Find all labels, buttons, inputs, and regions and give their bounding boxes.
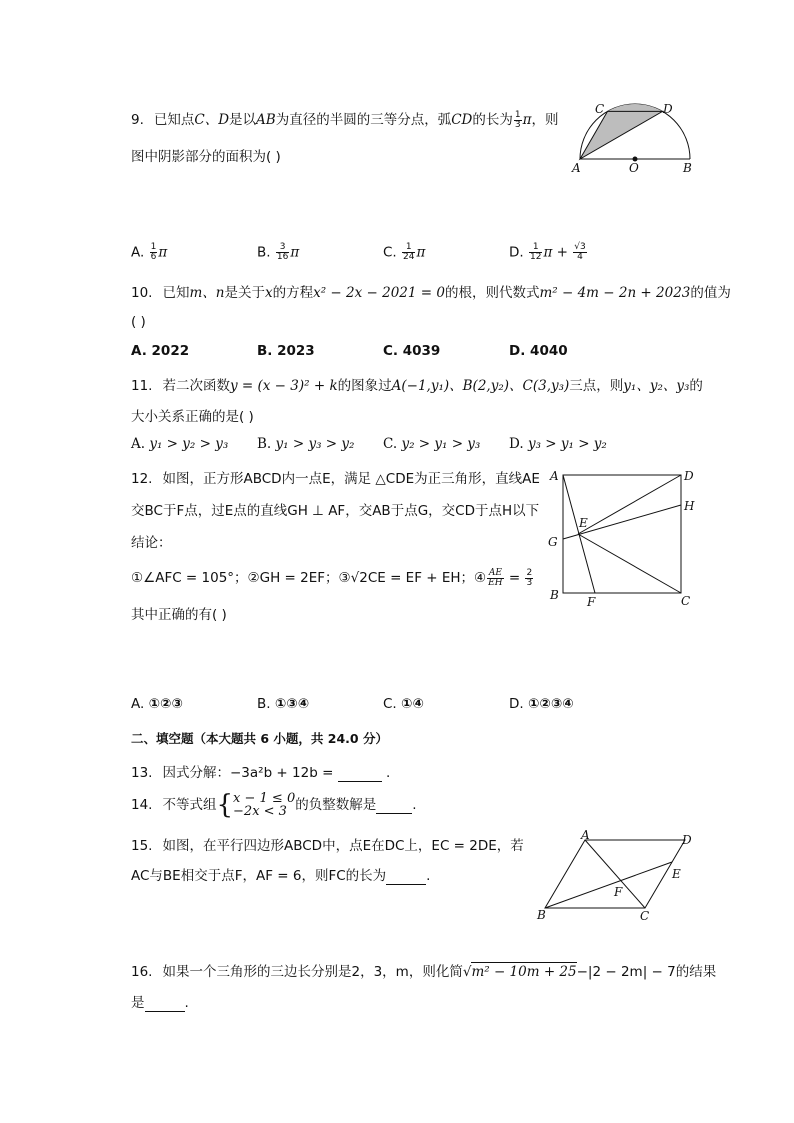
q11-option-d[interactable]: D. y₃ > y₁ > y₂ (509, 436, 607, 452)
q12-option-b[interactable]: B. ①③④ (257, 696, 310, 712)
q12-option-c[interactable]: C. ①④ (383, 696, 424, 712)
q10-expression: m² − 4m − 2n + 2023 (539, 285, 691, 301)
q12-square-figure (545, 465, 695, 610)
q9-option-a[interactable]: A. $\frac{1}{6}$ π (131, 242, 168, 262)
q12-label-c: C (681, 594, 691, 608)
q12-number: 12. (131, 471, 153, 487)
q14-line: 14. 不等式组{ x − 1 ≤ 0 −2x < 3 的负整数解是 . (131, 790, 417, 820)
q10-line1: 10. 已知m、n是关于x的方程x² − 2x − 2021 = 0的根，则代数式m² − 4m − 2n + 2023的值为 (131, 285, 731, 301)
q9-line2: 图中阴影部分的面积为( ) (131, 149, 281, 165)
q15-label-f: F (614, 885, 623, 899)
q9-label-c: C (595, 102, 605, 116)
q11-function: y = (x − 3)² + k (229, 378, 338, 394)
q10-option-c[interactable]: C. 4039 (383, 343, 441, 359)
q13-line: 13. 因式分解：−3a²b + 12b = . (131, 765, 391, 781)
q12-label-f: F (587, 595, 596, 609)
q15-label-e: E (672, 867, 681, 881)
q16-number: 16. (131, 964, 153, 980)
q12-label-g: G (548, 535, 558, 549)
q16-sqrt-body: m² − 10m + 25 (471, 964, 577, 980)
q15-label-c: C (640, 909, 650, 923)
q12-label-e: E (579, 516, 588, 530)
q10-option-a[interactable]: A. 2022 (131, 343, 190, 359)
q11-option-b[interactable]: B. y₁ > y₃ > y₂ (257, 436, 355, 452)
q12-line1: 12. 如图，正方形ABCD内一点E，满足 △CDE为正三角形，直线AE (131, 471, 540, 487)
q9-shaded-triangle (580, 111, 663, 159)
q15-label-d: D (682, 833, 692, 847)
q9-segment-region (608, 104, 663, 111)
q10-line2: ( ) (131, 314, 146, 330)
q11-line1: 11. 若二次函数y = (x − 3)² + k的图象过A(−1,y₁)、B(2,y₂)、C(3,y₃)三点，则y₁、y₂、y₃的 (131, 378, 703, 394)
q12-label-d: D (684, 469, 694, 483)
q11-line2: 大小关系正确的是( ) (131, 409, 254, 425)
q16-sqrt-sign: √ (462, 964, 472, 980)
q12-option-a[interactable]: A. ①②③ (131, 696, 183, 712)
q12-label-b: B (550, 588, 559, 602)
q14-system: x − 1 ≤ 0 −2x < 3 (233, 791, 296, 819)
q15-label-a: A (581, 828, 590, 842)
q12-label-h: H (684, 499, 695, 513)
q15-label-b: B (537, 908, 546, 922)
q14-number: 14. (131, 797, 153, 813)
q9-semicircle-figure (570, 101, 700, 176)
q11-option-c[interactable]: C. y₂ > y₁ > y₃ (383, 436, 481, 452)
q12-line4: ①∠AFC = 105°；②GH = 2EF；③√2CE = EF + EH；④ $\frac{AE}{EH}$ = $\frac{2}{3}$ (131, 567, 533, 588)
q11-points: A(−1,y₁)、B(2,y₂)、C(3,y₃) (391, 378, 570, 394)
q13-answer-blank[interactable] (338, 765, 382, 782)
q9-label-a: A (572, 161, 581, 175)
q9-option-c[interactable]: C. $\frac{1}{24}$ π (383, 242, 426, 262)
q12-line-de (578, 475, 681, 534)
q15-segment-be (545, 862, 672, 908)
q15-line1: 15. 如图，在平行四边形ABCD中，点E在DC上，EC = 2DE，若 (131, 838, 524, 854)
q10-equation: x² − 2x − 2021 = 0 (313, 285, 445, 301)
q9-option-b[interactable]: B. $\frac{3}{16}$ π (257, 242, 300, 262)
q9-label-o: O (629, 161, 639, 175)
q14-answer-blank[interactable] (376, 797, 412, 814)
q10-number: 10. (131, 285, 153, 301)
q15-parallelogram-figure (532, 828, 702, 928)
q12-label-a: A (550, 469, 559, 483)
q11-option-a[interactable]: A. y₁ > y₂ > y₃ (131, 436, 229, 452)
q12-line5: 其中正确的有( ) (131, 607, 227, 623)
q9-label-d: D (663, 102, 673, 116)
q15-line2: AC与BE相交于点F，AF = 6，则FC的长为 . (131, 868, 431, 884)
q12-line3: 结论： (131, 535, 172, 551)
q10-option-b[interactable]: B. 2023 (257, 343, 315, 359)
q16-answer-blank[interactable] (145, 995, 185, 1012)
q15-answer-blank[interactable] (386, 868, 426, 885)
q15-number: 15. (131, 838, 153, 854)
q14-brace: { (216, 790, 234, 820)
q12-option-d[interactable]: D. ①②③④ (509, 696, 574, 712)
q12-line-ce (578, 534, 681, 593)
q9-option-d[interactable]: D. $\frac{1}{12}$ π + $\frac{√3}{4}$ (509, 242, 586, 262)
q9-arc-fraction: $\frac{1}{3}$ (514, 109, 521, 130)
q11-number: 11. (131, 378, 153, 394)
section2-title: 二、填空题（本大题共 6 小题，共 24.0 分） (131, 731, 388, 746)
q9-number: 9. (131, 112, 144, 128)
q10-option-d[interactable]: D. 4040 (509, 343, 568, 359)
q16-line1: 16. 如果一个三角形的三边长分别是2，3，m，则化简√m² − 10m + 25−|2 − 2m| − 7的结果 (131, 964, 717, 980)
q13-number: 13. (131, 765, 153, 781)
q9-label-b: B (683, 161, 692, 175)
q9-line1: 9. 已知点C、D是以AB为直径的半圆的三等分点，弧CD的长为 $\frac{1}{3}$ π，则 (131, 109, 559, 130)
q16-line2: 是 . (131, 995, 189, 1011)
q12-line2: 交BC于F点，过E点的直线GH ⊥ AF，交AB于点G，交CD于点H以下 (131, 503, 540, 519)
